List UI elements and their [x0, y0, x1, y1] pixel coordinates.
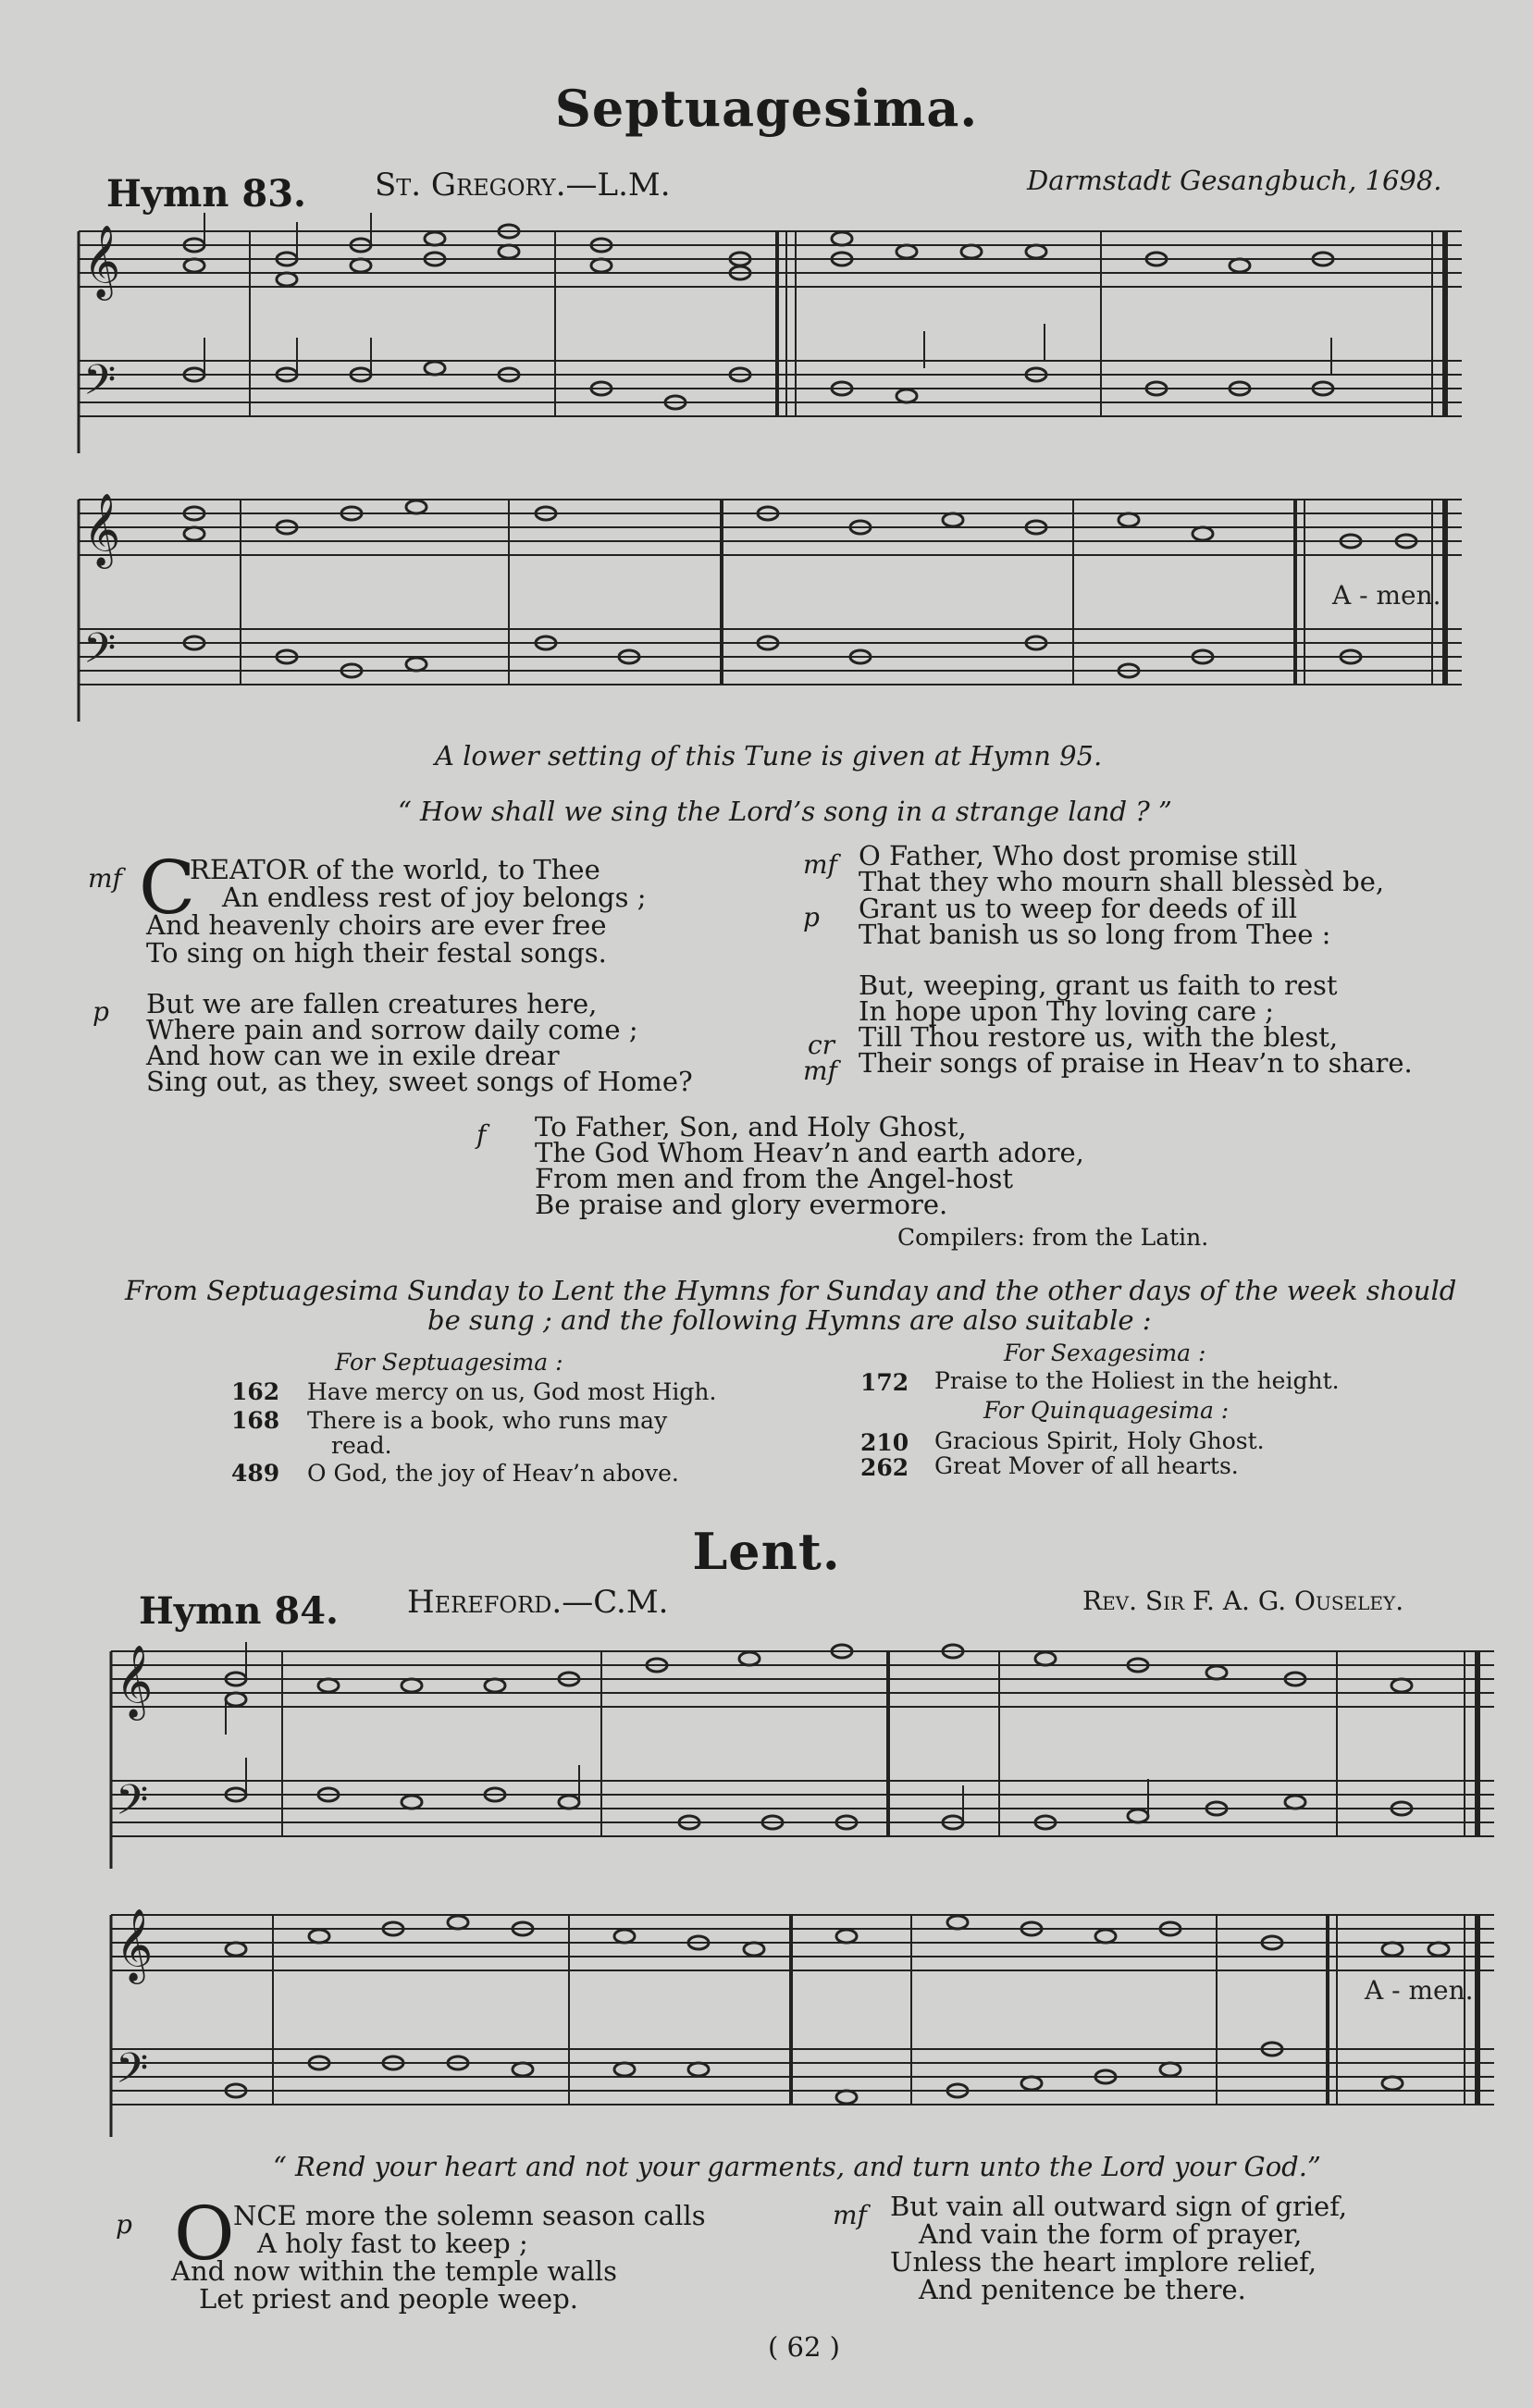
suitable-heading-septuagesima: For Septuagesima :	[335, 1349, 563, 1376]
verse-line: In hope upon Thy loving care ;	[859, 995, 1275, 1027]
dynamic-mark: mf	[803, 849, 837, 880]
hymn-84-heading: Hymn 84.	[139, 1589, 339, 1633]
hymn-number: 162	[231, 1378, 280, 1405]
verse-line: O Father, Who dost promise still	[859, 840, 1298, 871]
verse-line: From men and from the Angel-host	[535, 1163, 1014, 1194]
section-title-lent: Lent.	[692, 1522, 841, 1581]
page-number: ( 62 )	[768, 2331, 840, 2363]
verse-line: The God Whom Heav’n and earth adore,	[535, 1137, 1084, 1168]
svg-text:𝄢: 𝄢	[83, 624, 117, 683]
suitable-intro: be sung ; and the following Hymns are also suitable :	[427, 1304, 1152, 1336]
svg-text:𝄞: 𝄞	[116, 1908, 154, 1982]
verse-line: To Father, Son, and Holy Ghost,	[535, 1111, 967, 1142]
verse-line: But, weeping, grant us faith to rest	[859, 969, 1338, 1001]
verse-line: REATOR of the world, to Thee	[190, 854, 600, 885]
verse-line: But vain all outward sign of grief,	[890, 2191, 1348, 2222]
svg-text:𝄞: 𝄞	[83, 493, 121, 566]
svg-text:𝄞: 𝄞	[83, 225, 121, 298]
dynamic-mark: cr	[808, 1030, 835, 1060]
verse-line: Unless the heart implore relief,	[890, 2246, 1317, 2278]
verse-line: And how can we in exile drear	[146, 1040, 560, 1071]
hymn-number: 489	[231, 1460, 280, 1487]
hymn-title: Gracious Spirit, Holy Ghost.	[934, 1427, 1265, 1454]
hymn-83-epigraph: “ How shall we sing the Lord’s song in a strange land ? ”	[398, 796, 1172, 827]
dynamic-mark: p	[93, 996, 109, 1027]
verse-line: NCE more the solemn season calls	[233, 2200, 706, 2231]
lower-setting-note: A lower setting of this Tune is given at Hymn 95.	[435, 740, 1103, 772]
dynamic-mark: p	[803, 902, 820, 932]
hymn-84-tune: Hereford.—C.M.	[407, 1584, 669, 1621]
verse-line: A holy fast to keep ;	[257, 2228, 528, 2259]
verse-line: Be praise and glory evermore.	[535, 1189, 948, 1220]
verse-line: An endless rest of joy belongs ;	[222, 882, 647, 913]
hymn-83-heading: Hymn 83.	[106, 172, 306, 216]
verse-line: To sing on high their festal songs.	[146, 937, 607, 969]
hymn-84-score-system-1	[106, 1628, 1503, 1878]
verse-line: And now within the temple walls	[171, 2255, 617, 2287]
hymn-title: Great Mover of all hearts.	[934, 1452, 1239, 1479]
verse-line: Let priest and people weep.	[199, 2283, 578, 2315]
hymn-83-tune: St. Gregory.—L.M.	[375, 167, 671, 204]
verse-line: Sing out, as they, sweet songs of Home?	[146, 1066, 693, 1097]
hymn-84-score-system-2	[106, 1892, 1503, 2151]
hymn-title: There is a book, who runs may	[307, 1407, 668, 1434]
dynamic-mark: f	[476, 1119, 487, 1150]
dropcap: O	[174, 2191, 235, 2277]
suitable-intro: From Septuagesima Sunday to Lent the Hymns for Sunday and the other days of the week should	[125, 1275, 1457, 1306]
hymn-84-composer: Rev. Sir F. A. G. Ouseley.	[1082, 1586, 1404, 1616]
dynamic-mark: mf	[88, 863, 122, 894]
dynamic-mark: p	[116, 2209, 132, 2240]
hymn-title: O God, the joy of Heav’n above.	[307, 1460, 679, 1487]
amen-label: A - men.	[1365, 1975, 1474, 2006]
verse-line: And heavenly choirs are ever free	[146, 909, 607, 941]
hymn-title: Praise to the Holiest in the height.	[934, 1367, 1340, 1394]
svg-text:𝄢: 𝄢	[83, 355, 117, 414]
svg-text:𝄢: 𝄢	[116, 2044, 149, 2103]
verse-line: Grant us to weep for deeds of ill	[859, 893, 1297, 924]
hymn-title: Have mercy on us, God most High.	[307, 1378, 717, 1405]
dropcap: C	[139, 845, 196, 931]
section-title-septuagesima: Septuagesima.	[554, 79, 979, 138]
dynamic-mark: mf	[833, 2200, 867, 2230]
verse-line: But we are fallen creatures here,	[146, 988, 598, 1019]
hymn-number: 210	[860, 1429, 909, 1456]
hymn-title: read.	[331, 1432, 392, 1459]
hymn-83-score-system-2	[74, 481, 1471, 731]
verse-line: That banish us so long from Thee :	[859, 919, 1331, 950]
svg-text:𝄢: 𝄢	[116, 1775, 149, 1834]
verse-line: And vain the form of prayer,	[919, 2218, 1303, 2250]
verse-line: Their songs of praise in Heav’n to share.	[859, 1047, 1413, 1079]
svg-text:𝄞: 𝄞	[116, 1645, 154, 1718]
hymn-84-epigraph: “ Rend your heart and not your garments, and turn unto the Lord your God.”	[273, 2151, 1321, 2182]
verse-line: Till Thou restore us, with the blest,	[859, 1021, 1339, 1053]
suitable-heading-sexagesima: For Sexagesima :	[1004, 1340, 1206, 1366]
amen-label: A - men.	[1332, 580, 1441, 611]
dynamic-mark: mf	[803, 1056, 837, 1086]
hymn-number: 262	[860, 1454, 909, 1481]
hymn-83-source: Darmstadt Gesangbuch, 1698.	[1027, 165, 1442, 196]
verse-line: And penitence be there.	[919, 2274, 1246, 2305]
verse-line: That they who mourn shall blessèd be,	[859, 866, 1385, 897]
hymn-83-attribution: Compilers: from the Latin.	[897, 1224, 1209, 1251]
hymn-number: 172	[860, 1369, 909, 1396]
hymn-number: 168	[231, 1407, 280, 1434]
verse-line: Where pain and sorrow daily come ;	[146, 1014, 638, 1045]
hymn-83-score-system-1	[74, 213, 1471, 463]
suitable-heading-quinquagesima: For Quinquagesima :	[983, 1397, 1230, 1424]
